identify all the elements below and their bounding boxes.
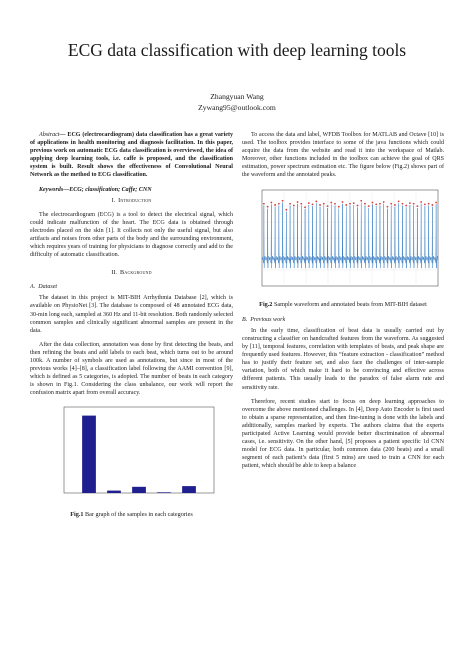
previous-work-paragraph-1: In the early time, classification of beat data is usually carried out by constructing a classifier on handcrafted features from the waveform. As suggested by [11], temporal features, correlation with templates of beats, and peak shape are frequently used features. However, this “feature extraction - classification” method has to justify their feature set, and also face the challenges of inter-sample variation, both of which make it hard to be convincing and effective across different patients. This usually leads to the paradox of false alarm rate and sensitivity rate. <box>242 327 444 391</box>
annotation-marker <box>394 204 396 206</box>
figure-2-label: Fig.2 <box>259 300 273 308</box>
annotation-marker <box>364 202 366 204</box>
annotation-marker <box>334 202 336 204</box>
annotation-marker <box>379 202 381 204</box>
dataset-paragraph-2: After the data collection, annotation was done by first detecting the beats, and then refining the beats and add labels to each beat, which turns out to be around 100k. A number of symbols are used as annotations, but since in most of the previous works [4]–[8], a classification label following the AAMI convention [9], which is defined as 5 categories, is adopted. The number of beats in each category is shown in Fig.1. Considering the class unbalance, our work will report the confusion matrix apart from overall accuracy. <box>30 341 233 397</box>
annotation-marker <box>402 202 404 204</box>
annotation-marker <box>304 206 306 208</box>
bar-chart <box>30 403 233 503</box>
figure-1-caption <box>30 511 233 519</box>
figure-1 <box>30 403 233 506</box>
subsection-heading-previous-work <box>242 316 444 324</box>
annotation-marker <box>417 205 419 207</box>
annotation-marker <box>270 201 272 203</box>
annotation-marker <box>278 202 280 204</box>
abstract-label: Abstract <box>39 132 60 138</box>
subsection-title: Previous work <box>250 316 286 323</box>
right-column <box>242 131 444 476</box>
section-heading-background <box>30 269 233 277</box>
section-number: I. <box>111 196 116 204</box>
annotation-marker <box>293 204 295 206</box>
annotation-marker <box>413 202 415 204</box>
figure-1-text: Bar graph of the samples in each categories <box>83 510 193 518</box>
section-heading-introduction <box>30 197 233 205</box>
annotation-marker <box>383 201 385 203</box>
annotation-marker <box>420 201 422 203</box>
section-title: Introduction <box>118 196 152 204</box>
abstract-body: ECG (electrocardiogram) data classification has a great variety of applications in health monitoring and diagnosis facilitation. In this paper, previous work on automatic ECG data classification is overviewed, the idea of applying deep learning tools, i.e. caffe is proposed, and the classification system is built. Result shows the effectiveness of Convolutional Neural Network as the method to ECG classification. <box>30 132 233 179</box>
author-email: Zywang95@outlook.com <box>198 103 276 112</box>
annotation-marker <box>342 201 344 203</box>
annotation-marker <box>285 208 287 210</box>
dataset-paragraph-1: The dataset in this project is MIT-BIH Arrhythmia Database [2], which is available on PhysioNet [3]. The database is composed of 48 annotated ECG data, 30-min long each, sampled at 360 Hz and 11-bit resolution. Both randomly selected common samples and clinically significant abnormal samples are present in the data. <box>30 295 233 334</box>
subsection-letter: A. <box>30 284 36 291</box>
bar <box>107 491 121 493</box>
left-column <box>30 131 233 526</box>
paper-title: ECG data classification with deep learning tools <box>67 40 407 60</box>
annotation-marker <box>300 202 302 204</box>
annotation-marker <box>375 203 377 205</box>
annotation-marker <box>409 202 411 204</box>
annotation-marker <box>368 205 370 207</box>
intro-paragraph: The electrocardiogram (ECG) is a tool to detect the electrical signal, which could indicate malfunction of the heart. The ECG data is obtained through electrodes placed on the skin [1]. It collects not only the useful signal, but also artifacts and noises from other parts of the body and the surrounding environment, which requires years of training for physicians to diagnose correctly and add to the difficulty of automatic classification. <box>30 211 233 259</box>
annotation-marker <box>289 202 291 204</box>
figure-2-text: Sample waveform and annotated beats from MIT-BIH dataset <box>272 300 427 308</box>
annotation-marker <box>360 199 362 201</box>
annotation-marker <box>319 204 321 206</box>
annotation-marker <box>338 205 340 207</box>
data-access-paragraph: To access the data and label, WFDB Toolbox for MATLAB and Octave [10] is used. The toolbox provides interface to some of the java functions which could acquire the data from the website and read it into the workspace of Matlab. Moreover, other functions included in the toolbox can achieve the goal of QRS estimation, power spectrum estimation etc. The figure below (Fig.2) shows part of the waveform and the annotated peaks. <box>242 132 444 179</box>
annotation-marker <box>405 204 407 206</box>
annotation-marker <box>274 204 276 206</box>
annotation-marker <box>263 202 265 204</box>
author-name: Zhangyuan Wang <box>210 92 264 101</box>
annotation-marker <box>349 202 351 204</box>
annotation-marker <box>357 204 359 206</box>
annotation-marker <box>398 200 400 202</box>
annotation-marker <box>308 202 310 204</box>
ecg-waveform-chart <box>242 186 444 294</box>
annotation-marker <box>372 201 374 203</box>
annotation-marker <box>387 205 389 207</box>
annotation-marker <box>431 204 433 206</box>
annotation-marker <box>424 203 426 205</box>
annotation-marker <box>323 202 325 204</box>
annotation-marker <box>267 205 269 207</box>
subsection-letter: B. <box>242 316 248 323</box>
annotation-marker <box>297 201 299 203</box>
bar <box>82 416 96 493</box>
subsection-heading-dataset <box>30 283 233 291</box>
figure-2 <box>242 186 444 297</box>
bar <box>182 487 196 494</box>
bar <box>157 493 171 494</box>
bar <box>132 487 146 493</box>
annotation-marker <box>330 201 332 203</box>
annotation-marker <box>315 200 317 202</box>
annotation-marker <box>353 202 355 204</box>
figure-2-caption <box>242 301 444 309</box>
figure-1-label: Fig.1 <box>70 510 84 518</box>
annotation-marker <box>428 202 430 204</box>
annotation-marker <box>312 203 314 205</box>
section-number: II. <box>111 269 117 277</box>
abstract-dash: — <box>59 132 68 138</box>
annotation-marker <box>345 204 347 206</box>
annotation-marker <box>435 201 437 203</box>
subsection-title: Dataset <box>38 284 58 291</box>
keywords: Keywords—ECG; classification; Caffe; CNN <box>39 186 152 193</box>
annotation-marker <box>327 205 329 207</box>
section-title: Background <box>120 269 152 277</box>
annotation-marker <box>390 202 392 204</box>
previous-work-paragraph-2: Therefore, recent studies start to focus on deep learning approaches to overcome the above mentioned challenges. In [4], Deep Auto Encoder is first used to obtain a sparse representation, and then fine-tuning is done with the labels and additionally, samples marked by experts. The authors claims that the experts participated Active Learning would provide better discrimination of abnormal cases, i.e. sensitivity. On the other hand, [5] proposes a patient specific 1d CNN model for ECG data. In particular, both common data (200 beats) and a small segment of each patient’s data (first 5 mins) are used to train a CNN for each patient, which should be able to keep a balance <box>242 398 444 470</box>
abstract <box>30 131 233 180</box>
annotation-marker <box>282 199 284 201</box>
